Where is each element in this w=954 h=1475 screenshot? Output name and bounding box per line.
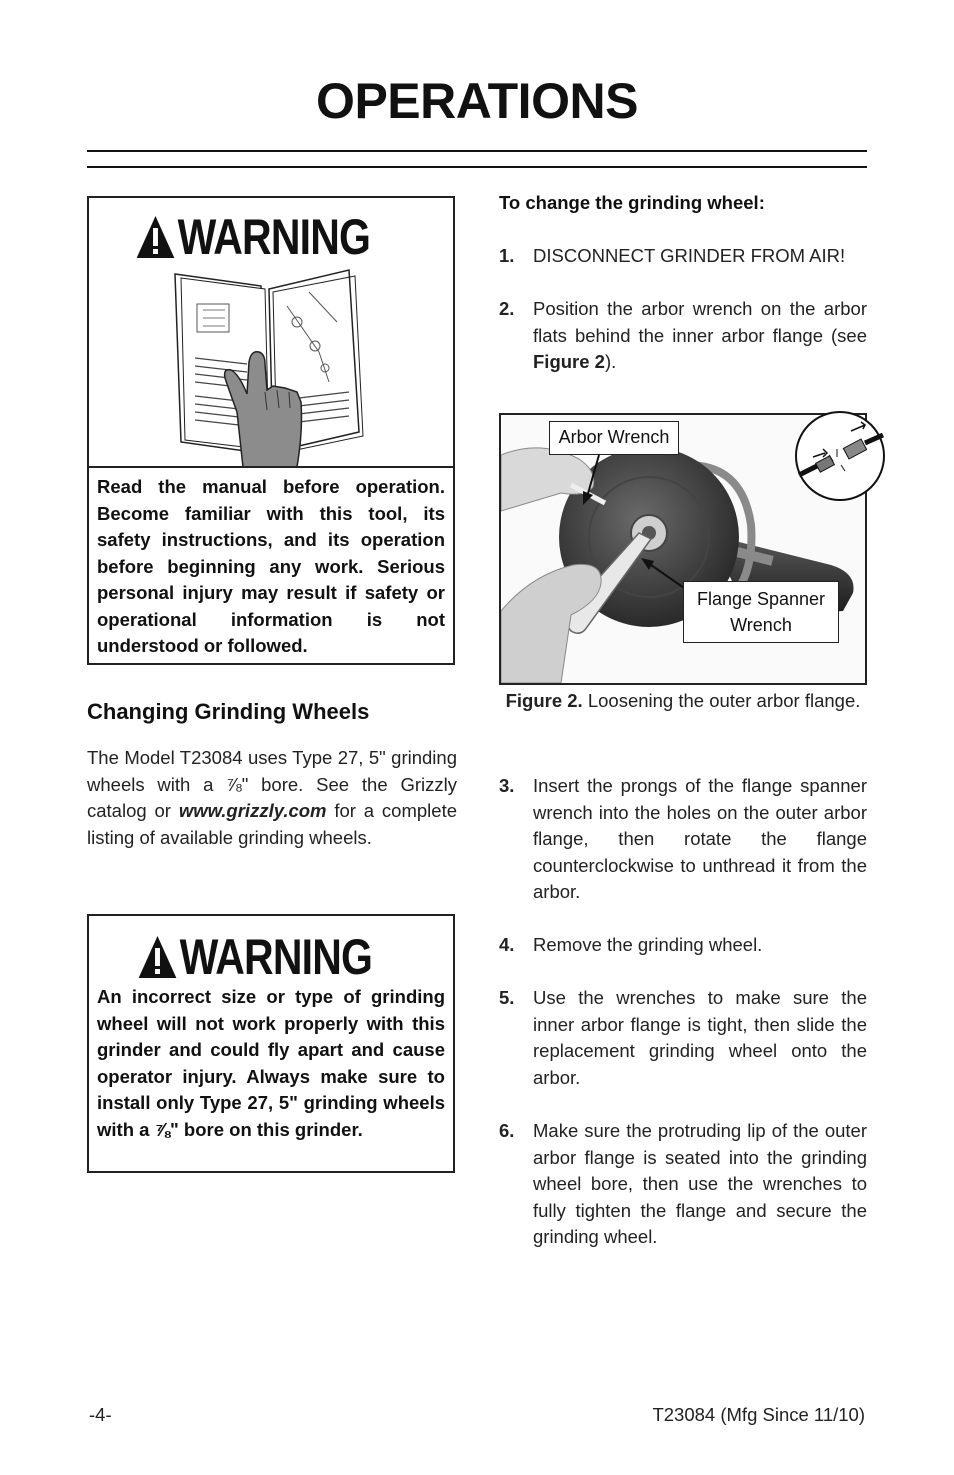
warning-box-wheel: [87, 914, 455, 1173]
manual-book-illustration: [169, 262, 369, 467]
warning-heading: WARNING: [135, 208, 370, 266]
model-footer: T23084 (Mfg Since 11/10): [652, 1404, 865, 1425]
figure-2: [499, 413, 867, 685]
step-3: 3. Insert the prongs of the flange spanner wrench into the holes on the outer arbor flange, then rotate the flange counterclockwise to unthread it from the arbor.: [499, 775, 867, 902]
warning-text-wheel: An incorrect size or type of grinding wheel will not work properly with this grinder and could fly apart and cause operator injury. Always make sure to install only Type 27, 5" grinding wheels with a ⅞" bore on this grinder.: [97, 986, 445, 1140]
procedure-heading: To change the grinding wheel:: [499, 192, 765, 213]
air-disconnect-icon: [793, 409, 889, 505]
page-number: -4-: [89, 1404, 112, 1425]
step-6: 6. Make sure the protruding lip of the outer arbor flange is seated into the grinding wheel bore, then use the wrenches to fully tighten the flange and secure the grinding wheel.: [499, 1120, 867, 1247]
warning-heading-2: WARNING: [137, 928, 372, 986]
section-paragraph: The Model T23084 uses Type 27, 5" grinding wheels with a ⅞" bore. See the Grizzly catalog or www.grizzly.com for a complete listing of available grinding wheels.: [87, 747, 457, 848]
title-rule-bottom: [87, 166, 867, 168]
grizzly-link[interactable]: www.grizzly.com: [178, 800, 327, 821]
step-4: 4. Remove the grinding wheel.: [499, 934, 763, 955]
step-5: 5. Use the wrenches to make sure the inner arbor flange is tight, then slide the replacement grinding wheel onto the arbor.: [499, 987, 867, 1088]
figure-reference: Figure 2: [533, 351, 605, 372]
warning-box-manual: [87, 196, 455, 665]
warning-triangle-icon: [137, 934, 178, 980]
warning-text-manual: Read the manual before operation. Become familiar with this tool, its safety instructions, and its operation before beginning any work. Serious personal injury may result if safety or operational information is not understood or followed.: [97, 476, 445, 656]
title-rule-top: [87, 150, 867, 152]
bore-fraction: ⅞: [226, 773, 242, 795]
callout-flange-spanner: Flange Spanner Wrench: [683, 581, 839, 643]
figure-caption: Figure 2. Loosening the outer arbor flange.: [505, 690, 861, 711]
warning-divider: [89, 466, 453, 468]
page-title: OPERATIONS: [316, 73, 638, 129]
warning-triangle-icon: [135, 214, 176, 260]
step-2: 2. Position the arbor wrench on the arbor flats behind the inner arbor flange (see Figure 2).: [499, 298, 867, 372]
section-heading: Changing Grinding Wheels: [87, 699, 370, 724]
step-1: 1. DISCONNECT GRINDER FROM AIR!: [499, 245, 846, 266]
callout-arbor-wrench: Arbor Wrench: [549, 421, 679, 455]
